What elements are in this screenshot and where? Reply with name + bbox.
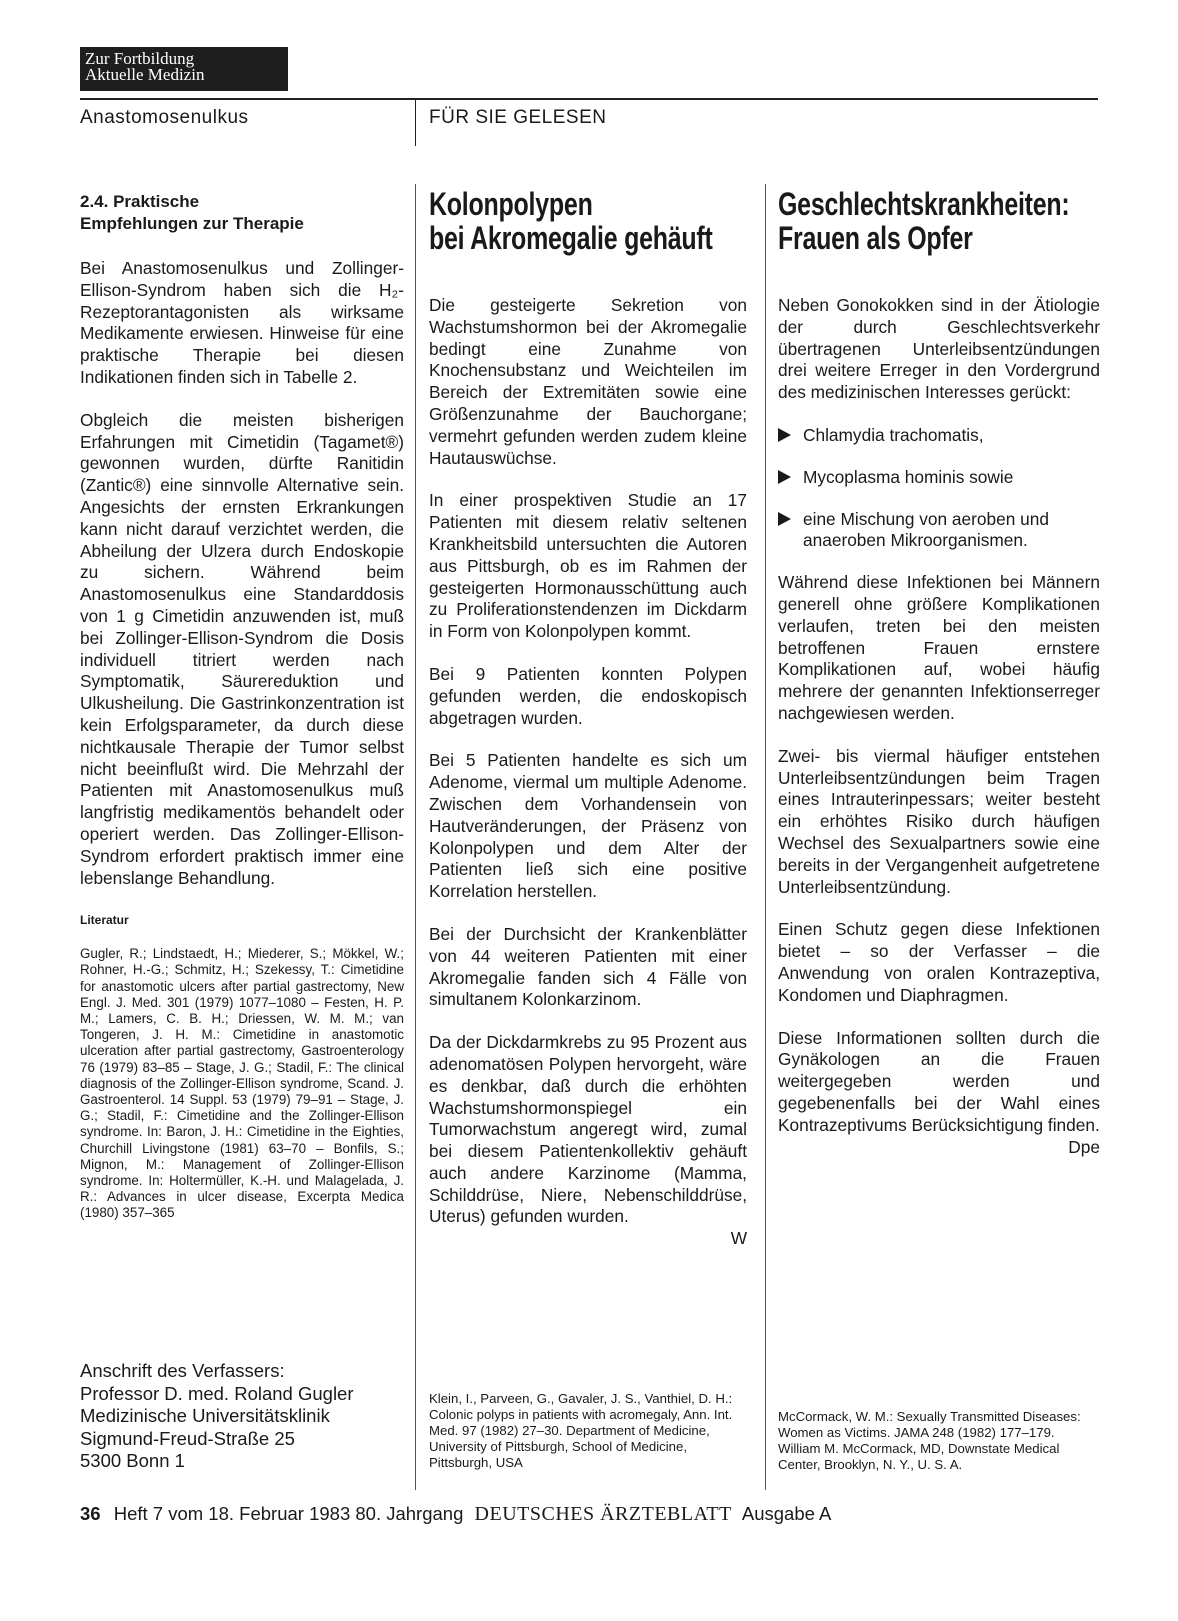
- paragraph: Bei der Durchsicht der Krankenblätter von 44 weiteren Patienten mit einer Akromegalie fanden sich 4 Fälle von simultanem Kolonkarzinom.: [429, 923, 747, 1010]
- top-rule: [80, 98, 1098, 100]
- right-column: [778, 186, 1100, 1158]
- section-label-fuer-sie-gelesen: FÜR SIE GELESEN: [429, 107, 607, 128]
- paragraph: Neben Gonokokken sind in der Ätiologie der durch Geschlechtsverkehr übertragenen Unterleibsentzündungen drei weitere Erreger in den Vordergrund des medizinischen Interesses gerückt:: [778, 295, 1100, 403]
- article-title-kolonpolypen: Kolonpolypen bei Akromegalie gehäuft: [429, 186, 713, 256]
- section-label-anastomosenulkus: Anastomosenulkus: [80, 107, 249, 128]
- column-divider-left: [415, 184, 416, 1490]
- left-column: [80, 191, 404, 1222]
- bullet-item: eine Mischung von aeroben und anaeroben Mikroorganismen.: [778, 509, 1100, 553]
- paragraph: Obgleich die meisten bisherigen Erfahrungen mit Cimetidin (Tagamet®) gewonnen wurden, dürfte Ranitidin (Zantic®) eine sinnvolle Alternative sein. Angesichts der ernsten Erkrankungen kann nicht darauf verzichtet werden, die Abheilung der Ulzera durch Endoskopie zu sichern. Während beim Anastomosenulkus eine Standarddosis von 1 g Cimetidin anzuwenden ist, muß bei Zollinger-Ellison-Syndrom die Dosis individuell titriert werden nach Symptomatik, Säurereduktion und Ulkusheilung. Die Gastrinkonzentration ist kein Erfolgsparameter, da durch diese nichtkausale Therapie der Tumor selbst nicht beeinflußt wird. Die Mehrzahl der Patienten mit Anastomosenulkus muß langfristig medikamentös behandelt oder operiert werden. Das Zollinger-Ellison-Syndrom erfordert praktisch immer eine lebenslange Behandlung.: [80, 409, 404, 888]
- paragraph: In einer prospektiven Studie an 17 Patienten mit diesem relativ seltenen Krankheitsbild untersuchten die Autoren aus Pittsburgh, ob es im Rahmen der gesteigerten Hormonausschüttung auch zu Proliferationstendenzen im Dickdarm in Form von Kolonpolypen kommt.: [429, 490, 747, 642]
- triangle-bullet-icon: [778, 428, 791, 442]
- therapy-heading: 2.4. Praktische Empfehlungen zur Therapie: [80, 192, 304, 233]
- page-footer: [80, 1503, 1100, 1526]
- author-signature: Dpe: [1068, 1136, 1100, 1157]
- address-line: Professor D. med. Roland Gugler: [80, 1382, 354, 1404]
- paragraph: Diese Informationen sollten durch die Gynäkologen an die Frauen weitergegeben werden und gegebenenfalls bei der Wahl eines Kontrazeptivums Berücksichtigung finden.: [778, 1027, 1100, 1135]
- signature-line: [429, 1228, 747, 1250]
- literature-list: Gugler, R.; Lindstaedt, H.; Miederer, S.; Mökkel, W.; Rohner, H.-G.; Schmitz, H.; Szekessy, T.: Cimetidine for anastomotic ulcers after partial gastrectomy, New Engl. J. Med. 301 (1979) 1077–1080 – Festen, H. P. M.; Lamers, C. B. H.; Driessen, W. M. M.; van Tongeren, J. H. M.: Cimetidine in anastomotic ulceration after partial gastrectomy, Gastroenterology 76 (1979) 83–85 – Stage, J. G.; Stadil, F.: The clinical diagnosis of the Zollinger-Ellison syndrome, Scand. J. Gastroenterol. 14 Suppl. 53 (1979) 79–91 – Stage, J. G.; Stadil, F.: Cimetidine and the Zollinger-Ellison syndrome. In: Baron, J. H.: Cimetidine in the Eighties, Churchill Livingstone (1981) 63–70 – Bonfils, S.; Mignon, M.: Management of Zollinger-Ellison syndrome. In: Holtermüller, K.-H. und Malagelada, J. R.: Advances in ulcer disease, Excerpta Medica (1980) 357–365: [80, 946, 404, 1221]
- triangle-bullet-icon: [778, 512, 791, 526]
- article-title-geschlechtskrankheiten: Geschlechtskrankheiten: Frauen als Opfer: [778, 186, 1070, 256]
- address-line: 5300 Bonn 1: [80, 1450, 185, 1471]
- bullet-item: Chlamydia trachomatis,: [778, 425, 1100, 447]
- journal-name: DEUTSCHES ÄRZTEBLATT: [474, 1503, 732, 1525]
- triangle-bullet-icon: [778, 470, 791, 484]
- edition: Ausgabe A: [741, 1503, 832, 1524]
- middle-column: [429, 186, 747, 1250]
- author-signature: W: [730, 1228, 747, 1249]
- literature-heading: Literatur: [80, 913, 129, 928]
- badge-line-2: Aktuelle Medizin: [85, 65, 205, 84]
- address-line: Anschrift des Verfassers:: [80, 1360, 285, 1381]
- column-divider-right: [765, 184, 766, 1490]
- bullet-item: Mycoplasma hominis sowie: [778, 467, 1100, 489]
- paragraph: Bei 9 Patienten konnten Polypen gefunden werden, die endoskopisch abgetragen wurden.: [429, 663, 747, 728]
- reference-kolonpolypen: Klein, I., Parveen, G., Gavaler, J. S., Vanthiel, D. H.: Colonic polyps in patients with acromegaly, Ann. Int. Med. 97 (1982) 27–30. Department of Medicine, University of Pittsburgh, School of Medicine, Pittsburgh, USA: [429, 1391, 733, 1470]
- paragraph: Bei Anastomosenulkus und Zollinger-Ellison-Syndrom haben sich die H₂-Rezeptorantagonisten als wirksame Medikamente erwiesen. Hinweise für eine praktische Therapie bei diesen Indikationen finden sich in Tabelle 2.: [80, 258, 404, 387]
- page-number: 36: [80, 1503, 101, 1524]
- header-divider: [415, 98, 416, 146]
- paragraph: Zwei- bis viermal häufiger entstehen Unterleibsentzündungen beim Tragen eines Intrauterinpessars; weiter besteht ein erhöhtes Risiko durch häufigen Wechsel des Sexualpartners sowie eine bereits in der Vergangenheit aufgetretene Unterleibsentzündung.: [778, 745, 1100, 897]
- paragraph: Bei 5 Patienten handelte es sich um Adenome, viermal um multiple Adenome. Zwischen dem Vorhandensein von Hautveränderungen, der Präsenz von Kolonpolypen und dem Alter der Patienten ließ sich eine positive Korrelation herstellen.: [429, 750, 747, 902]
- paragraph: Einen Schutz gegen diese Infektionen bietet – so der Verfasser – die Anwendung von oralen Kontrazeptiva, Kondomen und Diaphragmen.: [778, 919, 1100, 1005]
- issue-info: Heft 7 vom 18. Februar 1983 80. Jahrgang: [113, 1503, 464, 1524]
- address-line: Medizinische Universitätsklinik: [80, 1405, 330, 1426]
- paragraph: Die gesteigerte Sekretion von Wachstumshormon bei der Akromegalie bedingt eine Zunahme von Knochensubstanz und Weichteilen im Bereich der Extremitäten sowie eine Größenzunahme der Bauchorgane; vermehrt gefunden werden zudem kleine Hautauswüchse.: [429, 295, 747, 468]
- reference-geschlechtskrankheiten: McCormack, W. M.: Sexually Transmitted Diseases: Women as Victims. JAMA 248 (1982) 177–179. William M. McCormack, MD, Downstate Medical Center, Brooklyn, N. Y., U. S. A.: [778, 1409, 1081, 1472]
- paragraph: Während diese Infektionen bei Männern generell ohne größere Komplikationen verlaufen, treten bei den meisten betroffenen Frauen ernstere Komplikationen auf, wobei häufig mehrere der genannten Infektionserreger nachgewiesen werden.: [778, 572, 1100, 723]
- paragraph: Da der Dickdarmkrebs zu 95 Prozent aus adenomatösen Polypen hervorgeht, wäre es denkbar, daß durch die erhöhten Wachstumshormonspiegel ein Tumorwachstum angeregt wird, zumal bei diesem Patientenkollektiv gehäuft auch andere Karzinome (Mamma, Schilddrüse, Niere, Nebenschilddrüse, Uterus) gefunden wurden.: [429, 1032, 747, 1227]
- badge-line-1: Zur Fortbildung: [85, 49, 195, 68]
- signature-line: [778, 1137, 1100, 1159]
- section-badge: [80, 47, 288, 91]
- address-line: Sigmund-Freud-Straße 25: [80, 1427, 295, 1449]
- author-address: [80, 1360, 420, 1473]
